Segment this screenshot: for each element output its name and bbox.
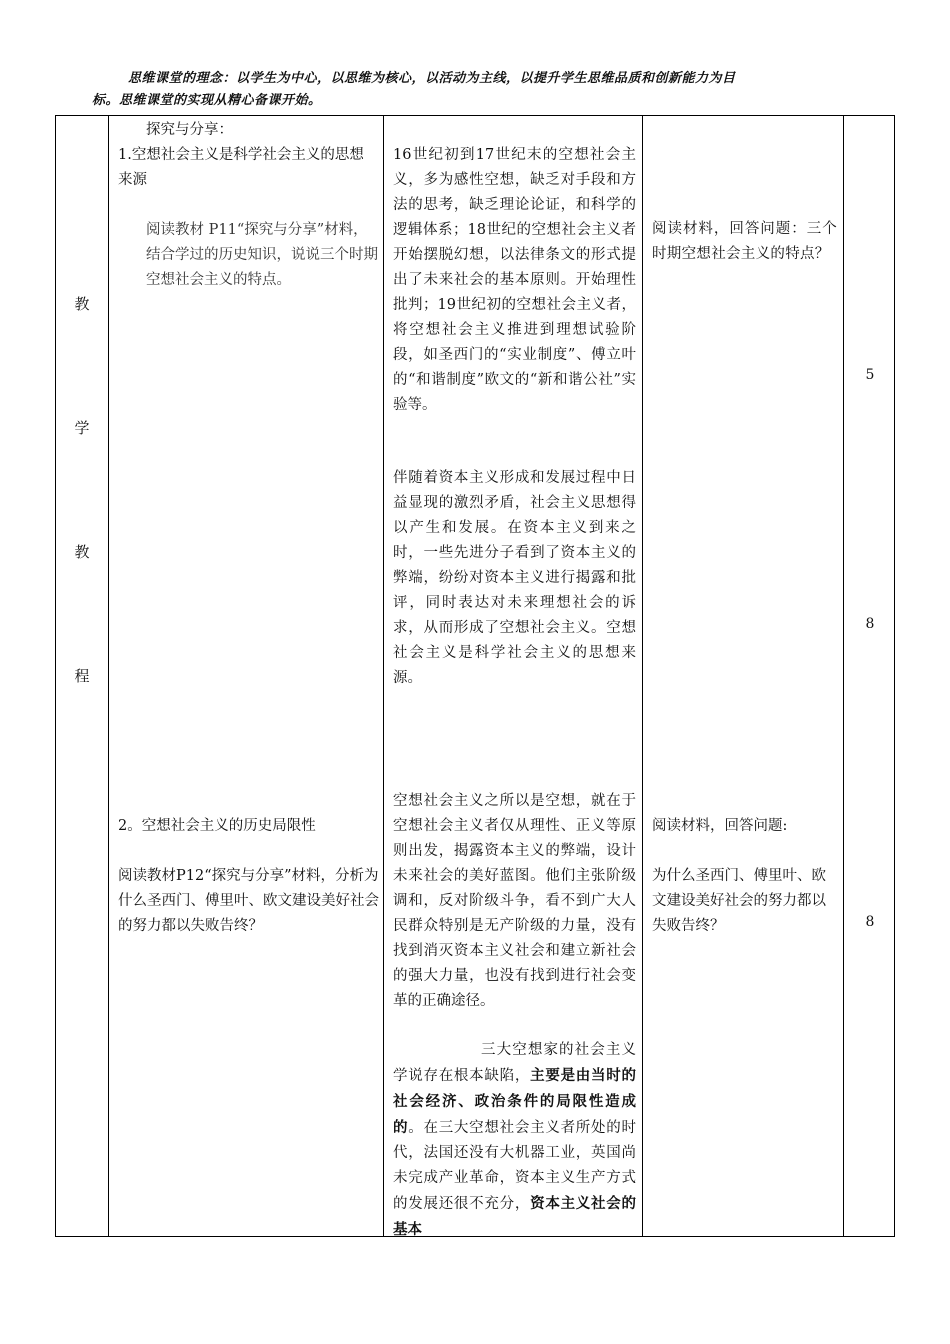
topic-2-title: 2。空想社会主义的历史局限性: [118, 818, 316, 834]
stage-char: 学: [74, 419, 90, 437]
activity-1: 阅读材料，回答问题：三个时期空想社会主义的特点？: [652, 221, 837, 262]
notes-para-4-emphasis-1: 主要是由当时的社会经济、政治条件的局限性造成的: [393, 1067, 637, 1136]
time-value: 8: [865, 616, 875, 632]
stage-char: 教: [74, 543, 90, 561]
notes-para-2: 伴随着资本主义形成和发展过程中日益显现的激烈矛盾，社会主义思想得以产生和发展。在资本主义到来之时，一些先进分子看到了资本主义的弊端，纷纷对资本主义进行揭露和批评，同时表达对未来理想社会的诉求，从而形成了空想社会主义。空想社会主义是科学社会主义的思想来源。: [393, 470, 636, 686]
column-divider: [642, 116, 643, 1236]
section-intro: 探究与分享：: [146, 122, 233, 138]
column-divider: [383, 116, 384, 1236]
notes-para-3: 空想社会主义之所以是空想，就在于空想社会主义者仅从理性、正义等原则出发，揭露资本主义的弊端，设计未来社会的美好蓝图。他们主张阶级调和，反对阶级斗争，看不到广大人民群众特别是无产阶级的力量，没有找到消灭资本主义社会和建立新社会的强大力量，也没有找到进行社会变革的正确途径。: [393, 793, 636, 1009]
topic-1-task: 阅读教材 P11“探究与分享”材料，结合学过的历史知识，说说三个时期空想社会主义的特点。: [146, 222, 378, 288]
notes-para-4: [393, 1038, 636, 1243]
stage-char: 教: [74, 295, 90, 313]
time-value: 5: [865, 367, 875, 383]
column-divider: [843, 116, 844, 1236]
activity-2-question: 为什么圣西门、傅里叶、欧文建设美好社会的努力都以失败告终？: [652, 868, 826, 934]
header-line-2: 标。思维课堂的实现从精心备课开始。: [92, 93, 322, 108]
topic-1-title: 1.空想社会主义是科学社会主义的思想来源: [118, 147, 364, 188]
activity-2-prompt: 阅读材料，回答问题:: [652, 818, 788, 834]
time-value: 8: [865, 914, 875, 930]
notes-para-4-text-a: 三大空想家的社会主义学说存在根本缺陷，: [393, 1042, 636, 1084]
topic-2-task: 阅读教材P12“探究与分享”材料，分析为什么圣西门、傅里叶、欧文建设美好社会的努力都以失败告终？: [118, 868, 379, 934]
header-line-1: 思维课堂的理念：以学生为中心，以思维为核心，以活动为主线，以提升学生思维品质和创新能力为目: [128, 71, 736, 86]
stage-char: 程: [74, 667, 90, 685]
column-divider: [108, 116, 109, 1236]
notes-para-1: 16世纪初到17世纪末的空想社会主义，多为感性空想，缺乏对手段和方法的思考，缺乏理论论证，和科学的逻辑体系；18世纪的空想社会主义者开始摆脱幻想，以法律条文的形式提出了未来社会的基本原则。开始理性批判；19世纪初的空想社会主义者，将空想社会主义推进到理想试验阶段，如圣西门的“实业制度”、傅立叶的“和谐制度”欧文的“新和谐公社”实验等。: [393, 147, 636, 413]
notes-para-4-emphasis-2: 资本主义社会的基本: [393, 1195, 637, 1238]
page-header: [92, 68, 892, 112]
lesson-table: [55, 115, 895, 1237]
notes-para-4-text-c: 。在三大空想社会主义者所处的时代，法国还没有大机器工业，英国尚未完成产业革命，资本主义生产方式的发展还很不充分，: [393, 1120, 636, 1212]
